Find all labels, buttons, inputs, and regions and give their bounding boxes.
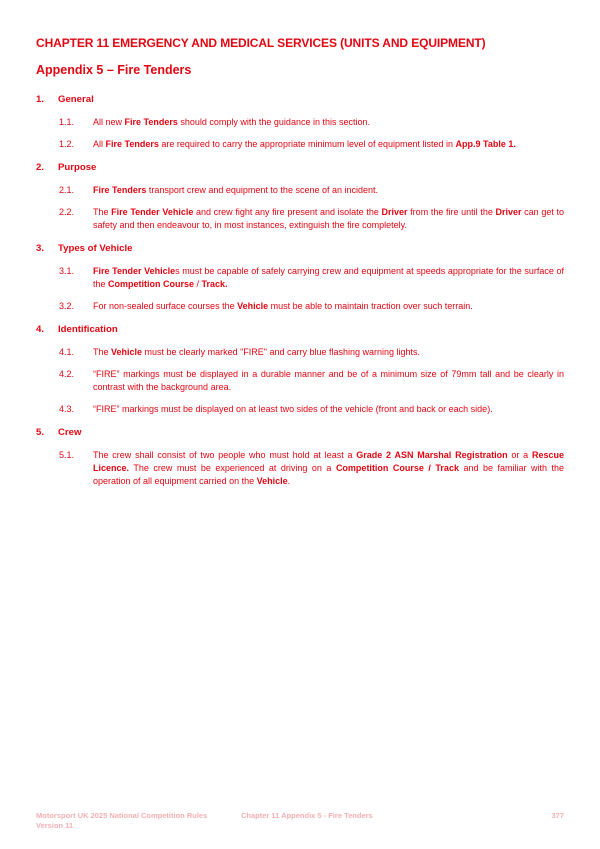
chapter-title: CHAPTER 11 EMERGENCY AND MEDICAL SERVICES (UNITS AND EQUIPMENT) bbox=[36, 36, 486, 50]
defined-term: Driver bbox=[495, 207, 522, 217]
footer-page-number: 377 bbox=[551, 811, 564, 820]
section-heading bbox=[36, 161, 564, 174]
clause-text bbox=[93, 347, 420, 357]
clause-text bbox=[93, 207, 564, 230]
section-heading bbox=[36, 93, 564, 106]
text-run: All new bbox=[93, 117, 125, 127]
clause-text bbox=[93, 404, 493, 414]
text-run: and be familiar with the operation of all equipment carried on the bbox=[93, 463, 564, 486]
text-run: s must be capable of safely carrying crew and equipment at speeds appropriate for the surface of the bbox=[93, 266, 564, 289]
section bbox=[36, 161, 564, 232]
clause bbox=[36, 116, 564, 129]
clause bbox=[36, 184, 564, 197]
clause-text bbox=[93, 301, 473, 311]
text-run: transport crew and equipment to the scene of an incident. bbox=[146, 185, 378, 195]
section-number: 5. bbox=[36, 427, 45, 438]
text-run: should comply with the guidance in this section. bbox=[177, 117, 370, 127]
section-title: Purpose bbox=[58, 162, 97, 173]
clause-number: 3.2. bbox=[59, 301, 75, 311]
clause-text bbox=[93, 450, 564, 486]
defined-term: Competition Course bbox=[108, 279, 195, 289]
text-run: must be clearly marked "FIRE" and carry blue flashing warning lights. bbox=[142, 347, 421, 357]
clause-number: 2.2. bbox=[59, 207, 75, 217]
section-number: 2. bbox=[36, 162, 45, 173]
clause-number: 1.2. bbox=[59, 139, 75, 149]
defined-term: Vehicle bbox=[111, 347, 143, 357]
defined-term: Fire Tender Vehicle bbox=[93, 266, 176, 276]
text-run: The crew must be experienced at driving on a bbox=[129, 463, 336, 473]
section-title: Types of Vehicle bbox=[58, 243, 133, 254]
defined-term: App.9 Table 1. bbox=[455, 139, 516, 149]
clause-number: 3.1. bbox=[59, 266, 75, 276]
clause-number: 4.3. bbox=[59, 404, 75, 414]
defined-term: Vehicle bbox=[256, 476, 288, 486]
section-number: 3. bbox=[36, 243, 45, 254]
defined-term: Rescue Licence. bbox=[93, 450, 564, 473]
defined-term: Competition Course / Track bbox=[335, 463, 459, 473]
defined-term: Grade 2 ASN Marshal Registration bbox=[356, 450, 508, 460]
clause-text bbox=[93, 185, 378, 195]
footer-version: Version 11 bbox=[36, 821, 74, 830]
section-heading bbox=[36, 426, 564, 439]
appendix-title: Appendix 5 – Fire Tenders bbox=[36, 63, 192, 77]
section bbox=[36, 242, 564, 313]
footer-section: Chapter 11 Appendix 5 - Fire Tenders bbox=[241, 811, 373, 820]
section-heading bbox=[36, 242, 564, 255]
section-heading bbox=[36, 323, 564, 336]
clause bbox=[36, 346, 564, 359]
clause-number: 1.1. bbox=[59, 117, 75, 127]
defined-term: Track. bbox=[201, 279, 228, 289]
section-title: General bbox=[58, 94, 94, 105]
defined-term: Driver bbox=[381, 207, 408, 217]
defined-term: Fire Tenders bbox=[93, 185, 147, 195]
section-title: Crew bbox=[58, 427, 82, 438]
text-run: or a bbox=[507, 450, 532, 460]
text-run: . bbox=[287, 476, 291, 486]
section bbox=[36, 323, 564, 416]
clause-text bbox=[93, 139, 516, 149]
clause-number: 4.1. bbox=[59, 347, 75, 357]
footer-left bbox=[36, 811, 207, 831]
clause-text bbox=[93, 369, 564, 392]
clause bbox=[36, 368, 564, 394]
text-run: “FIRE” markings must be displayed in a durable manner and be of a minimum size of 79mm tall and be clearly in contrast with the background area. bbox=[93, 369, 564, 392]
defined-term: Fire Tenders bbox=[124, 117, 178, 127]
section-number: 4. bbox=[36, 324, 45, 335]
defined-term: Fire Tender Vehicle bbox=[111, 207, 194, 217]
text-run: The bbox=[93, 207, 112, 217]
text-run: from the fire until the bbox=[407, 207, 496, 217]
text-run: can get to safety and then endeavour to, in most instances, extinguish the fire completely. bbox=[93, 207, 565, 230]
section bbox=[36, 426, 564, 488]
clause bbox=[36, 449, 564, 488]
text-run: For non-sealed surface courses the bbox=[93, 301, 238, 311]
text-run: The crew shall consist of two people who must hold at least a bbox=[93, 450, 357, 460]
clause-number: 4.2. bbox=[59, 369, 75, 379]
clause bbox=[36, 265, 564, 291]
text-run: The bbox=[93, 347, 112, 357]
text-run: / bbox=[194, 279, 202, 289]
clause bbox=[36, 403, 564, 416]
clause-text bbox=[93, 117, 370, 127]
section-number: 1. bbox=[36, 94, 45, 105]
text-run: are required to carry the appropriate minimum level of equipment listed in bbox=[158, 139, 456, 149]
clause-text bbox=[93, 266, 564, 289]
section bbox=[36, 93, 564, 151]
defined-term: Vehicle bbox=[237, 301, 269, 311]
text-run: “FIRE” markings must be displayed on at least two sides of the vehicle (front and back or each side). bbox=[93, 404, 493, 414]
sections-list bbox=[36, 93, 564, 498]
defined-term: Fire Tenders bbox=[105, 139, 159, 149]
text-run: must be able to maintain traction over such terrain. bbox=[268, 301, 473, 311]
section-title: Identification bbox=[58, 324, 118, 335]
text-run: All bbox=[93, 139, 106, 149]
clause bbox=[36, 300, 564, 313]
footer-publication: Motorsport UK 2025 National Competition Rules bbox=[36, 811, 208, 820]
clause-number: 5.1. bbox=[59, 450, 75, 460]
text-run: and crew fight any fire present and isolate the bbox=[193, 207, 382, 217]
clause bbox=[36, 206, 564, 232]
clause-number: 2.1. bbox=[59, 185, 75, 195]
clause bbox=[36, 138, 564, 151]
